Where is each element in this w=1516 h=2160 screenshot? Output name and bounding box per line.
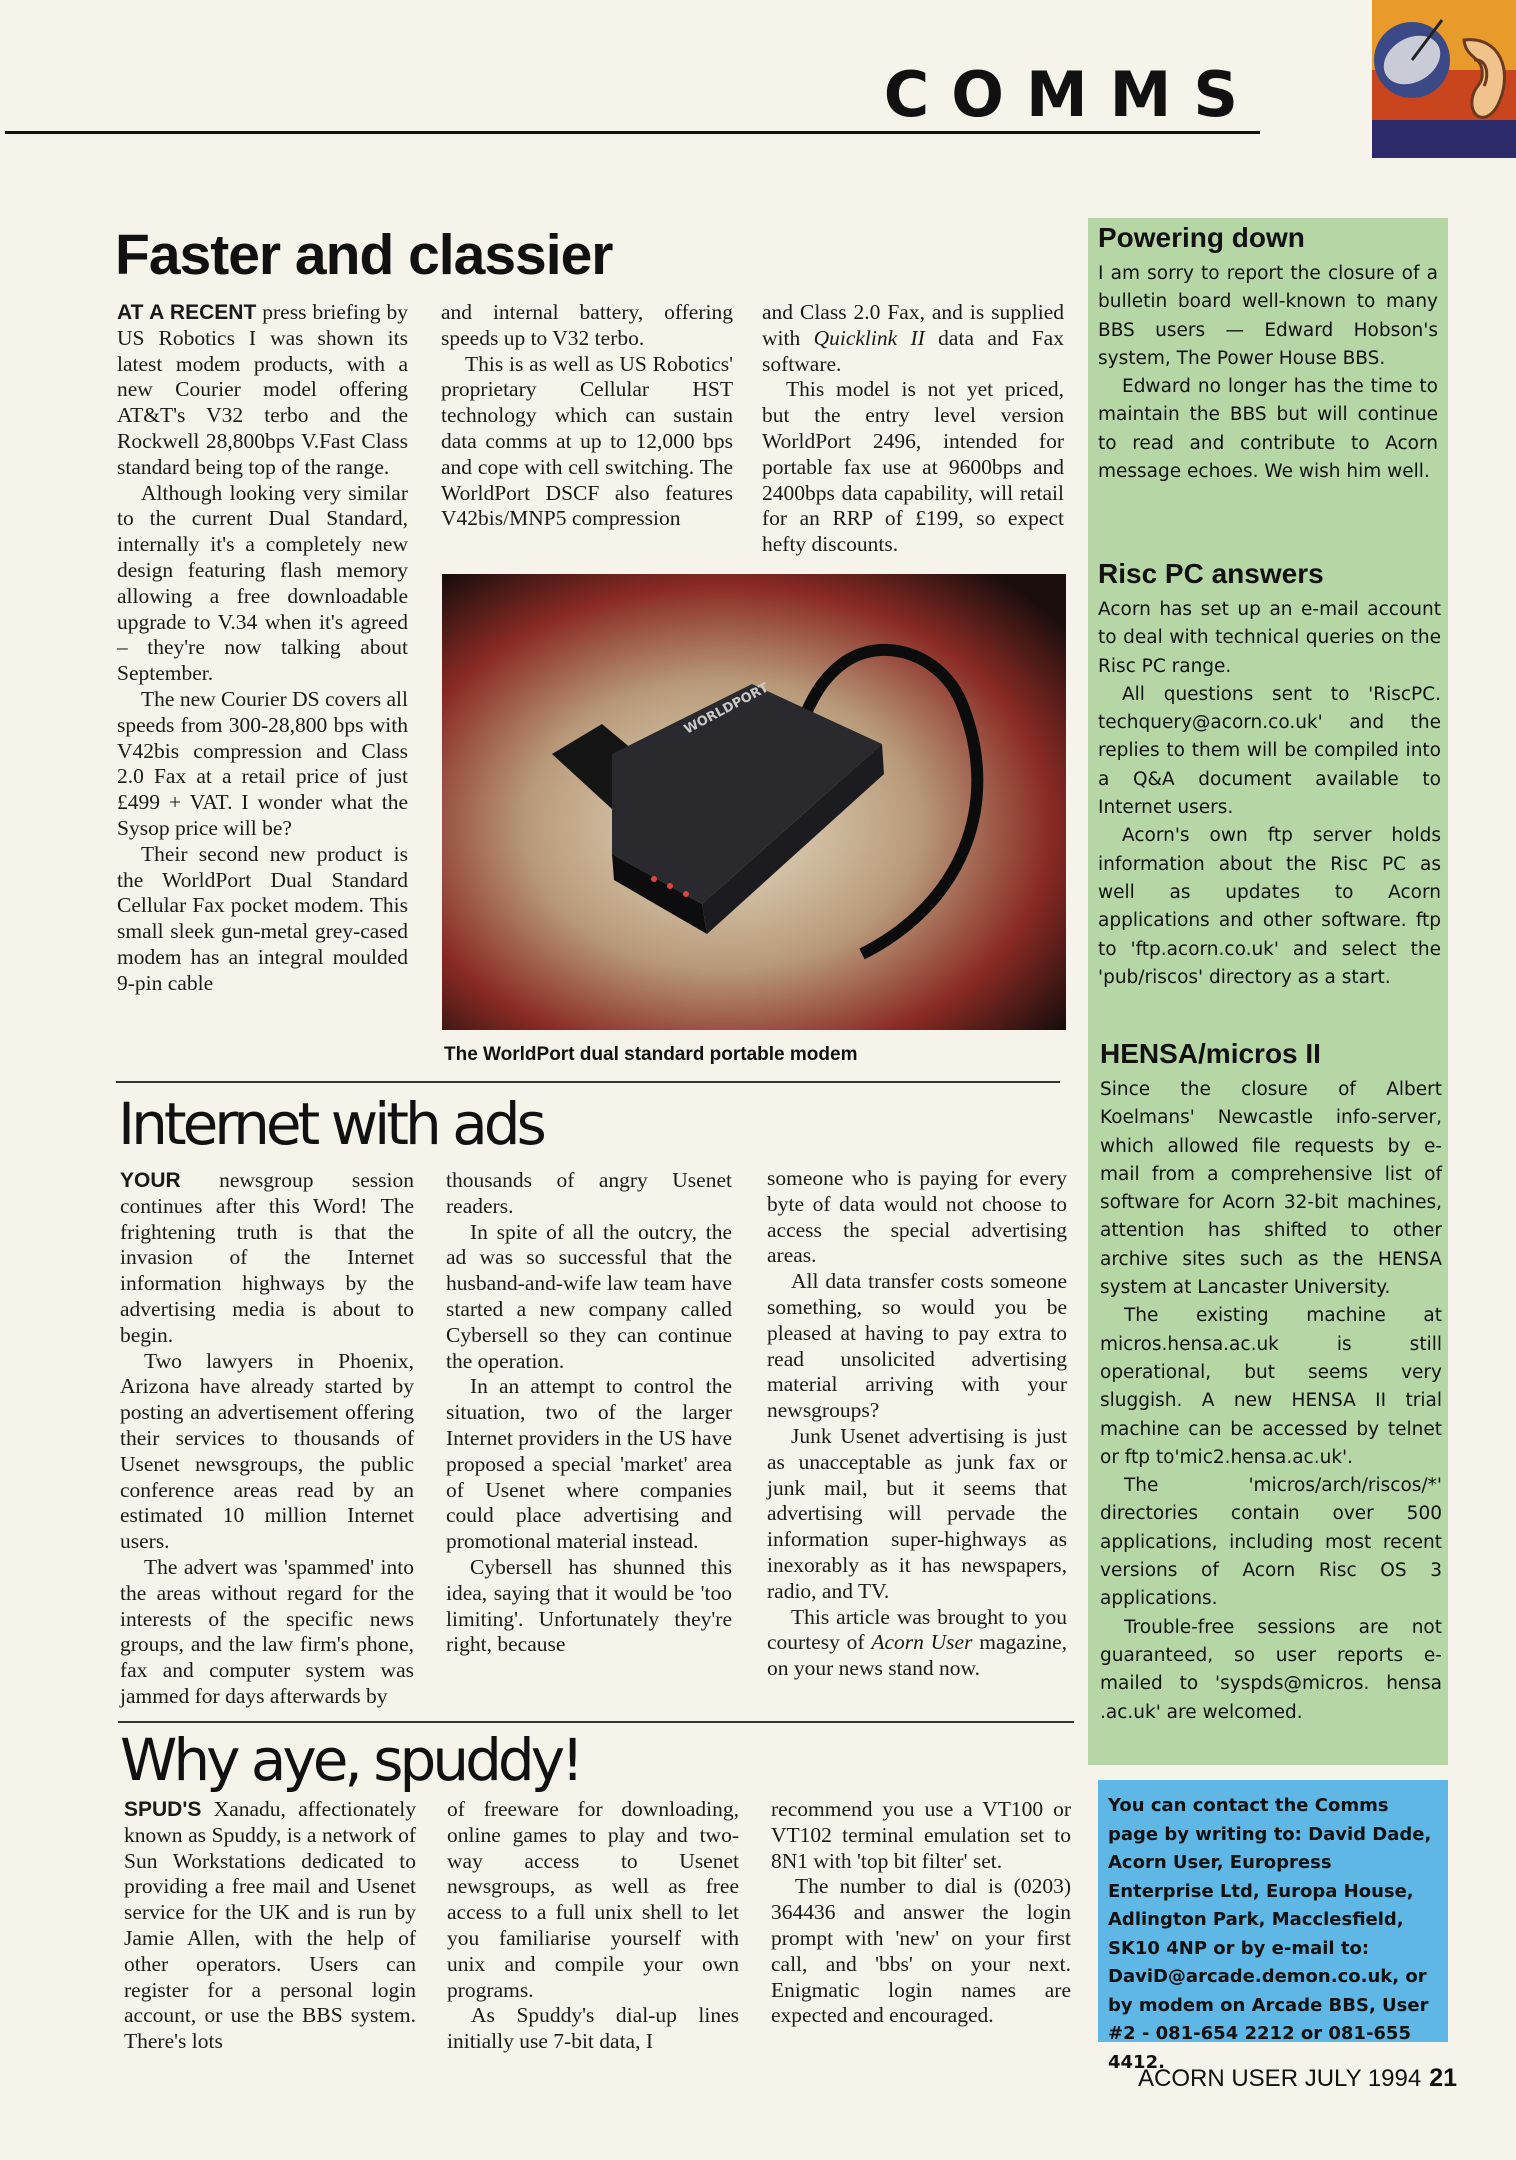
- paragraph: Cybersell has shunned this idea, saying that it would be 'too limiting'. Unfortunately they're right, because: [446, 1554, 732, 1657]
- article3-column-2: [447, 1797, 739, 2055]
- article1-column-1: [117, 300, 408, 997]
- paragraph: All data transfer costs someone something, so would you be pleased at having to pay extra to read unsolicited advertising material arriving with your newsgroups?: [767, 1269, 1067, 1423]
- paragraph: press briefing by US Robotics I was shown its latest modem products, with a new Courier model offering AT&T's V32 terbo and the Rockwell 28,800bps V.Fast Class standard being top of the range.: [117, 300, 408, 479]
- paragraph: Their second new product is the WorldPort Dual Standard Cellular Fax pocket modem. This small sleek gun-metal grey-cased modem has an integral moulded 9-pin cable: [117, 841, 408, 995]
- paragraph: Since the closure of Albert Koelmans' Newcastle info-server, which allowed file requests by e-mail from a comprehensive list of software for Acorn 32-bit machines, attention has shifted to other archive sites such as the HENSA system at Lancaster University.: [1100, 1079, 1442, 1299]
- modem-label: WORLDPORT: [681, 680, 772, 738]
- paragraph: This is as well as US Robotics' proprietary Cellular HST technology which can sustain data comms at up to 12,000 bps and cope with cell switching. The WorldPort DSCF also features V42bis/MNP5 compression: [441, 351, 733, 531]
- section-divider: [116, 1081, 1060, 1083]
- paragraph: and internal battery, offering speeds up to V32 terbo.: [441, 300, 733, 350]
- paragraph: As Spuddy's dial-up lines initially use 7-bit data, I: [447, 2003, 739, 2054]
- article1-column-2: [441, 300, 733, 532]
- paragraph: I am sorry to report the closure of a bulletin board well-known to many BBS users — Edward Hobson's system, The Power House BBS.: [1098, 263, 1438, 369]
- article3-column-3: [771, 1797, 1071, 2029]
- paragraph: The new Courier DS covers all speeds from 300-28,800 bps with V42bis compression and Class 2.0 Fax at a retail price of just £499 + VAT. I wonder what the Sysop price will be?: [117, 686, 408, 840]
- lead-in: AT A RECENT: [117, 301, 257, 324]
- paragraph: Edward no longer has the time to maintain the BBS but will continue to read and contribute to Acorn message echoes. We wish him well.: [1098, 376, 1438, 483]
- sidebar-heading-risc-pc: Risc PC answers: [1098, 558, 1324, 589]
- article1-column-3: [762, 300, 1064, 558]
- paragraph: The 'micros/arch/riscos/*' directories contain over 500 applications, including most recent versions of Acorn Risc OS 3 applications.: [1100, 1475, 1442, 1610]
- paragraph: newsgroup session continues after this Word! The frightening truth is that the invasion of the Internet information highways by the advertising media is about to begin.: [120, 1168, 414, 1347]
- paragraph: magazine, on your news stand now.: [767, 1630, 1067, 1681]
- paragraph: data and Fax software.: [762, 325, 1064, 376]
- paragraph: The existing machine at micros.hensa.ac.uk is still operational, but seems very sluggish. A new HENSA II trial machine can be accessed by telnet or ftp to'mic2.hensa.ac.uk'.: [1100, 1305, 1442, 1468]
- paragraph: of freeware for downloading, online games to play and two-way access to Usenet newsgroups, as well as free access to a full unix shell to let you familiarise yourself with unix and compile your own programs.: [447, 1797, 739, 2002]
- paragraph: someone who is paying for every byte of data would not choose to access the special advertising areas.: [767, 1166, 1067, 1268]
- modem-photo: [442, 574, 1066, 1030]
- article2-column-1: [120, 1168, 414, 1710]
- page-footer: [1138, 2064, 1457, 2093]
- page-number: 21: [1429, 2064, 1458, 2092]
- article-title-internet: Internet with ads: [118, 1090, 543, 1158]
- news-sidebar: [1088, 218, 1448, 1765]
- paragraph: Junk Usenet advertising is just as unacceptable as junk fax or junk mail, but it seems that advertising will pervade the information super-highways as inexorably as it has newspapers, radio, and TV.: [767, 1423, 1067, 1603]
- section-divider: [118, 1721, 1074, 1723]
- article2-column-3: [767, 1166, 1067, 1682]
- paragraph: Acorn's own ftp server holds information about the Risc PC as well as updates to Acorn applications and other software. ftp to 'ftp.acorn.co.uk' and select the 'pub/riscos' directory as a start.: [1098, 825, 1441, 988]
- sidebar-heading-powering-down: Powering down: [1098, 222, 1305, 253]
- paragraph: The advert was 'spammed' into the areas without regard for the interests of the specific news groups, and the law firm's phone, fax and computer system was jammed for days afterwards by: [120, 1554, 414, 1708]
- paragraph: In spite of all the outcry, the ad was so successful that the husband-and-wife law team have started a new company called Cybersell so they can continue the operation.: [446, 1219, 732, 1373]
- header-rule: [5, 131, 1260, 134]
- paragraph: This article was brought to you courtesy of: [767, 1604, 1067, 1655]
- lead-in: YOUR: [120, 1169, 181, 1192]
- contact-box: You can contact the Comms page by writing to: David Dade, Acorn User, Europress Enterprise Ltd, Europa House, Adlington Park, Macclesfield, SK10 4NP or by e-mail to: DaviD@arcade.demon.co.uk, or by modem on Arcade BBS, User #2 - 081-654 2212 or 081-655 4412.: [1098, 1780, 1448, 2042]
- article3-column-1: [124, 1797, 416, 2055]
- magazine-issue: ACORN USER JULY 1994: [1138, 2065, 1422, 2092]
- paragraph: Although looking very similar to the current Dual Standard, internally it's a completely new design featuring flash memory allowing a free downloadable upgrade to V.34 when it's agreed – they're now talking about September.: [117, 480, 408, 686]
- article-title-faster: Faster and classier: [115, 223, 613, 287]
- paragraph: This model is not yet priced, but the entry level version WorldPort 2496, intended for portable fax use at 9600bps and 2400bps data capability, will retail for an RRP of £199, so expect hefty discounts.: [762, 377, 1064, 557]
- satellite-ear-illustration: [1372, 0, 1516, 158]
- sidebar-section-risc-pc: [1098, 596, 1441, 992]
- paragraph: All questions sent to 'RiscPC. techquery@acorn.co.uk' and the replies to them will be compiled into a Q&A document available to Internet users.: [1098, 683, 1441, 819]
- section-title: COMMS: [883, 58, 1260, 131]
- paragraph: Xanadu, affectionately known as Spuddy, is a network of Sun Workstations dedicated to providing a free mail and Usenet service for the UK and is run by Jamie Allen, with the help of other operators. Users can register for a personal login account, or use the BBS system. There's lots: [124, 1797, 416, 2054]
- sidebar-section-powering-down: [1098, 260, 1438, 486]
- article-title-spuddy: Why aye, spuddy!: [120, 1726, 581, 1794]
- paragraph: recommend you use a VT100 or VT102 terminal emulation set to 8N1 with 'top bit filter' set.: [771, 1797, 1071, 1873]
- sidebar-section-hensa: [1100, 1076, 1442, 1727]
- paragraph: Two lawyers in Phoenix, Arizona have already started by posting an advertisement offering their services to thousands of Usenet newsgroups, the public conference areas read by an estimated 10 million Internet users.: [120, 1348, 414, 1554]
- article2-column-2: [446, 1168, 732, 1658]
- paragraph: thousands of angry Usenet readers.: [446, 1168, 732, 1218]
- paragraph: Trouble-free sessions are not guaranteed, so user reports e-mailed to 'syspds@micros. hensa .ac.uk' are welcomed.: [1100, 1616, 1442, 1723]
- photo-caption: The WorldPort dual standard portable modem: [444, 1044, 858, 1065]
- sidebar-heading-hensa: HENSA/micros II: [1100, 1038, 1321, 1069]
- paragraph: The number to dial is (0203) 364436 and answer the login prompt with 'new' on your first call, and 'bbs' on your next. Enigmatic login names are expected and encouraged.: [771, 1874, 1071, 2028]
- magazine-name: Acorn User: [871, 1630, 973, 1655]
- lead-in: SPUD'S: [124, 1798, 202, 1821]
- paragraph: and Class 2.0 Fax, and is supplied with: [762, 300, 1064, 350]
- paragraph: In an attempt to control the situation, two of the larger Internet providers in the US have proposed a special 'market' area of Usenet where companies could place advertising and promotional material instead.: [446, 1374, 732, 1554]
- paragraph: Acorn has set up an e-mail account to deal with technical queries on the Risc PC range.: [1098, 599, 1441, 677]
- product-name: Quicklink II: [813, 325, 925, 350]
